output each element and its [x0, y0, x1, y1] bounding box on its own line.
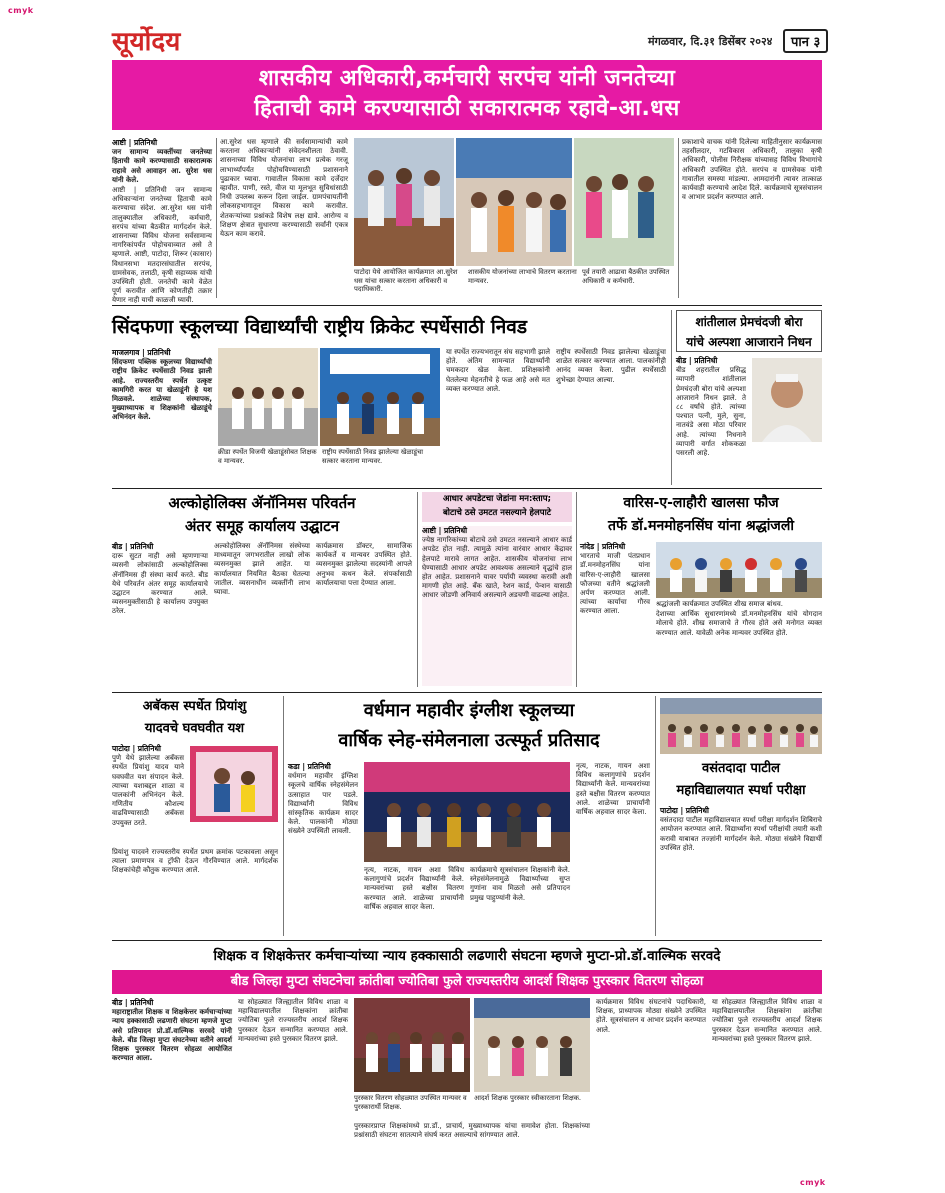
mupta-col3-text: पुरस्कारप्राप्त शिक्षकांमध्ये प्रा.डॉ., प्राचार्य, मुख्याध्यापक यांचा समावेश होता. शिक्षकांच्या प्रश्नांसाठी संघटना सातत्याने संघर्ष करत असल्याचे सांगण्यात आले.: [354, 1122, 590, 1140]
abacus-text: पुणे येथे झालेल्या अबॅकस स्पर्धेत प्रियांशु यादव याने घवघवीत यश संपादन केले. त्याच्या यशाबद्दल शाळा व पालकांनी अभिनंदन केले. गणितीय कौशल्य वाढविण्यासाठी अबॅकस उपयुक्त ठरते.: [112, 754, 184, 827]
lead-caption-2: शासकीय योजनांच्या लाभाचे वितरण करताना मान्यवर.: [468, 268, 577, 285]
abacus-headline-line2: यादवचे घवघवीत यश: [144, 721, 245, 736]
aa-column-1: [112, 542, 208, 687]
lead-photo-group: [354, 138, 674, 266]
lead-column-1: [112, 138, 212, 305]
vasantdada-headline: [660, 758, 822, 802]
obituary-portrait: [752, 358, 822, 442]
lead-col1-text: आष्टी | प्रतिनिधी जन सामान्य अधिकाऱ्यांना जनतेच्या हिताची कामे करण्याचा संदेश. आ.सुरेश धस यांनी तालुक्यातील अधिकारी, कर्मचारी, सरपंच यांच्या बैठकीत मार्गदर्शन केले. शासनाच्या विविध योजना सर्वसामान्य नागरिकांपर्यंत पोहोचवाव्यात असे ते म्हणाले. आष्टी, पाटोदा, शिरूर (कासार) विधानसभा मतदारसंघातील सरपंच, ग्रामसेवक, तलाठी, कृषी सहाय्यक यांची उपस्थिती होती. जनतेची कामे वेळेत पूर्ण करावीत आणि कोणतीही तक्रार येणार नाही याची काळजी घ्यावी.: [112, 186, 212, 305]
aa-headline-line1: अल्कोहोलिक्स ॲनॉनिमस परिवर्तन: [168, 494, 356, 512]
abacus-column-2: [112, 848, 278, 936]
vasantdada-headline-line2: महाविद्यालयात स्पर्धा परीक्षा: [676, 783, 806, 798]
aa-col3-text: कार्यक्रमास डॉक्टर, सामाजिक कार्यकर्ते व मान्यवर उपस्थित होते. व्यसनमुक्त झालेल्या सदस्यांनी आपले अनुभव कथन केले. संपर्कासाठी कार्यालयाचा पत्ता देण्यात आला.: [316, 542, 412, 587]
lead-headline-line1: शासकीय अधिकारी,कर्मचारी सरपंच यांनी जनतेच्या: [258, 66, 676, 91]
mahavir-col4-text: नृत्य, नाटक, गायन अशा विविध कलागुणांचे प्रदर्शन विद्यार्थ्यांनी केले. मान्यवरांच्या हस्ते बक्षीस वितरण करण्यात आले. शाळेच्या प्राचार्यांनी वार्षिक अहवाल सादर केला.: [576, 762, 650, 817]
obituary-text-block: [676, 356, 746, 484]
cmyk-mark-top: cmyk: [8, 6, 34, 15]
vasantdada-text: वसंतदादा पाटील महाविद्यालयात स्पर्धा परीक्षा मार्गदर्शन शिबिराचे आयोजन करण्यात आले. विद्यार्थ्यांना स्पर्धा परीक्षांची तयारी कशी करावी याबाबत तज्ज्ञांनी मार्गदर्शन केले. मोठ्या संख्येने विद्यार्थी उपस्थित होते.: [660, 816, 822, 852]
mahavir-byline: कडा | प्रतिनिधी: [288, 762, 331, 771]
mahavir-headline-line2: वार्षिक स्नेह-संमेलनाला उत्स्फूर्त प्रतिसाद: [338, 730, 600, 751]
aadhar-text: ज्येष्ठ नागरिकांच्या बोटाचे ठसे उमटत नसल्याने आधार कार्ड अपडेट होत नाही. त्यामुळे त्यांना वारंवार आधार केंद्रावर हेलपाटे मारावे लागत आहेत. शासकीय योजनांचा लाभ घेण्यासाठी आधार अपडेट आवश्यक असल्याने वृद्धांचे हाल होत आहेत. प्रशासनाने यावर पर्यायी व्यवस्था करावी अशी मागणी होत आहे. बँक खाते, रेशन कार्ड, पेन्शन यासाठी आधार जोडणी अनिवार्य असल्याने अडचणी वाढल्या आहेत.: [422, 536, 572, 600]
obituary-headline: [676, 310, 822, 352]
mahavir-col3-text: कार्यक्रमाचे सूत्रसंचालन शिक्षकांनी केले. स्नेहसंमेलनामुळे विद्यार्थ्यांच्या सुप्त गुणांना वाव मिळतो असे प्रतिपादन प्रमुख पाहुण्यांनी केले.: [470, 866, 570, 902]
mupta-column-5: [712, 998, 822, 1178]
vasantdada-body: [660, 806, 822, 936]
mahavir-column-4: [576, 762, 650, 936]
mahavir-column-1: [288, 762, 358, 936]
mupta-headline: शिक्षक व शिक्षकेत्तर कर्मचाऱ्यांच्या न्याय हक्कासाठी लढणारी संघटना म्हणजे मुप्टा-प्रो.डॉ.वाल्मिक सरवदे: [213, 948, 721, 964]
tribute-headline-line1: वारिस-ए-लाहौरी खालसा फौज: [623, 495, 779, 511]
mahavir-photos: [364, 762, 570, 862]
mupta-column-4: [596, 998, 706, 1178]
aa-headline: [112, 492, 412, 538]
tribute-col1-text: भारताचे माजी पंतप्रधान डॉ.मनमोहनसिंघ यांना वारिस-ए-लाहौरी खालसा फौजच्या वतीने श्रद्धांजली अर्पण करण्यात आली. त्यांच्या कार्याचा गौरव करण्यात आला.: [580, 552, 650, 616]
mupta-col5-text: या सोहळ्यात जिल्ह्यातील विविध शाळा व महाविद्यालयातील शिक्षकांना क्रांतीबा ज्योतिबा फुले राज्यस्तरीय आदर्श शिक्षक पुरस्कार देऊन सन्मानित करण्यात आले. मान्यवरांच्या हस्ते पुरस्कार वितरण झाले.: [712, 998, 822, 1043]
vasantdada-photo: [660, 698, 822, 754]
mupta-photos: [354, 998, 590, 1092]
cmyk-mark-bottom: cmyk: [800, 1178, 826, 1187]
aa-column-3: [316, 542, 412, 687]
abacus-headline: [112, 696, 277, 740]
mupta-column-2: [238, 998, 348, 1178]
abacus-headline-line1: अबॅकस स्पर्धेत प्रियांशु: [142, 699, 247, 714]
cricket-headline: सिंदफणा स्कूलच्या विद्यार्थ्यांची राष्ट्रीय क्रिकेट स्पर्धेसाठी निवड: [112, 316, 528, 338]
mupta-col2-text: या सोहळ्यात जिल्ह्यातील विविध शाळा व महाविद्यालयातील शिक्षकांना क्रांतीबा ज्योतिबा फुले राज्यस्तरीय आदर्श शिक्षक पुरस्कार देऊन सन्मानित करण्यात आले. मान्यवरांच्या हस्ते पुरस्कार वितरण झाले.: [238, 998, 348, 1043]
cricket-col1-text: सिंदफणा पब्लिक स्कूलच्या विद्यार्थ्यांची राष्ट्रीय क्रिकेट स्पर्धेसाठी निवड झाली आहे. राज्यस्तरीय स्पर्धेत उत्कृष्ट कामगिरी करत या खेळाडूंनी हे यश मिळवले. शाळेच्या संस्थापक, मुख्याध्यापक व शिक्षकांनी खेळाडूंचे अभिनंदन केले.: [112, 358, 212, 422]
lead-caption-3: पूर्व तयारी आढावा बैठकीत उपस्थित अधिकारी व कर्मचारी.: [582, 268, 670, 285]
cricket-col3-text: राष्ट्रीय स्पर्धेसाठी निवड झालेल्या खेळाडूंचा शाळेत सत्कार करण्यात आला. पालकांनीही आनंद व्यक्त केला. पुढील स्पर्धेसाठी शुभेच्छा देण्यात आल्या.: [556, 348, 666, 384]
mahavir-column-2: [364, 866, 464, 936]
cricket-column-2: [446, 348, 550, 483]
lead-col2-text: आ.सुरेश धस म्हणाले की सर्वसामान्यांची कामे करताना अधिकाऱ्यांनी संवेदनशीलता ठेवावी. शासनाच्या विविध योजनांचा लाभ प्रत्येक गरजू लाभार्थ्यांपर्यंत पोहोचविण्यासाठी प्रशासनाने पुढाकार घ्यावा. गावातील विकास कामे दर्जेदार व्हावीत. पाणी, रस्ते, वीज या मूलभूत सुविधांसाठी निधी उपलब्ध करून दिला जाईल. ग्रामपंचायतींनी लोकसहभागातून विकास कामे करावीत. शेतकऱ्यांच्या प्रश्नांकडे विशेष लक्ष द्यावे. आरोग्य व शिक्षण क्षेत्रात सुधारणा करण्यासाठी सर्वांनी एकत्र येऊन काम करावे.: [220, 138, 348, 239]
aa-headline-line2: अंतर समूह कार्यालय उद्घाटन: [184, 517, 340, 535]
mupta-subhead: बीड जिल्हा मुप्टा संघटनेचा क्रांतीबा ज्योतिबा फुले राज्यस्तरीय आदर्श शिक्षक पुरस्कार वितरण सोहळा: [112, 970, 822, 994]
tribute-headline: [580, 492, 822, 538]
obituary-headline-line2: यांचे अल्पशा आजाराने निधन: [686, 335, 812, 349]
obituary-text: बीड शहरातील प्रसिद्ध व्यापारी शांतीलाल प्रेमचंदजी बोरा यांचे अल्पशा आजाराने निधन झाले. ते ८८ वर्षांचे होते. त्यांच्या पश्चात पत्नी, मुले, सुना, नातवंडे असा मोठा परिवार आहे. त्यांच्या निधनाने व्यापारी वर्गात शोककळा पसरली आहे.: [676, 366, 746, 458]
lead-headline-line2: हिताची कामे करण्यासाठी सकारात्मक रहावे-आ.धस: [254, 96, 680, 121]
lead-right-text: प्रकाशाचे वाचक यांनी दिलेल्या माहितीनुसार कार्यक्रमास तहसीलदार, गटविकास अधिकारी, तालुका कृषी अधिकारी, पोलीस निरीक्षक यांच्यासह विविध विभागांचे अधिकारी उपस्थित होते. सरपंच व ग्रामसेवक यांनी गावातील समस्या मांडल्या. आमदारांनी त्यावर तात्काळ कार्यवाही करण्याचे आदेश दिले. कार्यक्रमाचे सूत्रसंचालन व आभार प्रदर्शन करण्यात आले.: [682, 138, 822, 202]
abacus-byline: पाटोदा | प्रतिनिधी: [112, 744, 161, 753]
mupta-column-3: [354, 1122, 590, 1178]
aa-byline: बीड | प्रतिनिधी: [112, 542, 154, 551]
page-number: पान ३: [783, 29, 828, 53]
obituary-byline: बीड | प्रतिनिधी: [676, 356, 718, 365]
aadhar-headline-line1: आधार अपडेटचा जेडांना मन:स्ताप;: [443, 494, 551, 504]
mupta-caption-2: आदर्श शिक्षक पुरस्कार स्वीकारताना शिक्षक.: [474, 1094, 582, 1102]
cricket-column-1: [112, 348, 212, 483]
lead-caption-1: पाटोदा येथे आयोजित कार्यक्रमात आ.सुरेश धस यांचा सत्कार करताना अधिकारी व पदाधिकारी.: [354, 268, 458, 293]
aadhar-byline: आष्टी | प्रतिनिधी: [422, 526, 468, 535]
abacus-text-2: प्रियांशु यादवने राज्यस्तरीय स्पर्धेत प्रथम क्रमांक पटकावला असून त्याला प्रमाणपत्र व ट्रॉफी देऊन गौरविण्यात आले. मार्गदर्शक शिक्षकांचेही कौतुक करण्यात आले.: [112, 848, 278, 875]
mupta-byline: बीड | प्रतिनिधी: [112, 998, 154, 1007]
tribute-byline: नांदेड | प्रतिनिधी: [580, 542, 626, 551]
mupta-col4-text: कार्यक्रमास विविध संघटनांचे पदाधिकारी, शिक्षक, प्राध्यापक मोठ्या संख्येने उपस्थित होते. सूत्रसंचालन व आभार प्रदर्शन करण्यात आले.: [596, 998, 706, 1034]
abacus-column-1: [112, 744, 184, 844]
aa-col2-text: अल्कोहोलिक्स ॲनॉनिमस संस्थेच्या माध्यमातून जगभरातील लाखो लोक व्यसनमुक्त झाले आहेत. या कार्यालयात नियमित बैठका घेतल्या जातील. व्यसनाधीन व्यक्तींनी लाभ घ्यावा.: [214, 542, 310, 597]
vasantdada-byline: पाटोदा | प्रतिनिधी: [660, 806, 709, 815]
mahavir-col2-text: नृत्य, नाटक, गायन अशा विविध कलागुणांचे प्रदर्शन विद्यार्थ्यांनी केले. मान्यवरांच्या हस्ते बक्षीस वितरण करण्यात आले. शाळेच्या प्राचार्यांनी वार्षिक अहवाल सादर केला.: [364, 866, 464, 911]
aadhar-body: [422, 526, 572, 686]
lead-headline: [112, 60, 822, 130]
tribute-photo: [656, 542, 822, 598]
tribute-headline-line2: तर्फे डॉ.मनमोहनसिंघ यांना श्रद्धांजली: [608, 518, 794, 534]
cricket-column-3: [556, 348, 666, 483]
obituary-headline-line1: शांतीलाल प्रेमचंदजी बोरा: [695, 315, 803, 329]
cricket-col2-text: या स्पर्धेत राज्यभरातून संघ सहभागी झाले होते. अंतिम सामन्यात विद्यार्थ्यांनी चमकदार खेळ केला. प्रशिक्षकांनी घेतलेल्या मेहनतीचे हे फळ आहे असे मत व्यक्त करण्यात आले.: [446, 348, 550, 393]
mahavir-headline-line1: वर्धमान महावीर इंग्लीश स्कूलच्या: [363, 700, 575, 721]
aadhar-headline-line2: बोटाचे ठसे उमटत नसल्याने हेलपाटे: [442, 508, 552, 518]
vasantdada-headline-line1: वसंतदादा पाटील: [702, 761, 780, 776]
masthead-title: सूर्योदय: [112, 27, 181, 57]
tribute-column-1: [580, 542, 650, 688]
lead-intro: जन सामान्य व्यक्तींच्या जनतेच्या हिताची कामे करण्यासाठी सकारात्मक राहावे असे आवाहन आ. सुरेश धस यांनी केले.: [112, 148, 212, 184]
cricket-caption-2: राष्ट्रीय स्पर्धेसाठी निवड झालेल्या खेळाडूंचा सत्कार करताना मान्यवर.: [322, 448, 424, 465]
mahavir-headline: [288, 696, 650, 758]
tribute-caption: श्रद्धांजली कार्यक्रमात उपस्थित शीख समाज बांधव.: [656, 600, 783, 608]
mupta-column-1: [112, 998, 232, 1178]
lead-byline: आष्टी | प्रतिनिधी: [112, 138, 158, 147]
tribute-column-2: [656, 600, 822, 688]
mupta-caption-1: पुरस्कार वितरण सोहळ्यात उपस्थित मान्यवर व पुरस्कारार्थी शिक्षक.: [354, 1094, 467, 1111]
cricket-caption-1: क्रीडा स्पर्धेत विजयी खेळाडूंसोबत शिक्षक व मान्यवर.: [218, 448, 317, 465]
mupta-col1-text: महाराष्ट्रातील शिक्षक व शिक्षकेत्तर कर्मचाऱ्यांच्या न्याय हक्कासाठी लढणारी संघटना म्हणजे मुप्टा असे प्रतिपादन प्रो.डॉ.वाल्मिक सरवदे यांनी केले. बीड जिल्हा मुप्टा संघटनेच्या वतीने आदर्श शिक्षक पुरस्कार वितरण सोहळा आयोजित करण्यात आला.: [112, 1008, 232, 1063]
lead-column-right: [682, 138, 822, 298]
aa-column-2: [214, 542, 310, 687]
tribute-col2-text: देशाच्या आर्थिक सुधारणांमध्ये डॉ.मनमोहनसिंघ यांचे योगदान मोलाचे होते. शीख समाजाचे ते गौरव होते असे मनोगत व्यक्त करण्यात आले. यावेळी अनेक मान्यवर उपस्थित होते.: [656, 610, 822, 637]
mahavir-col1-text: वर्धमान महावीर इंग्लिश स्कूलचे वार्षिक स्नेहसंमेलन उत्साहात पार पडले. विद्यार्थ्यांनी विविध सांस्कृतिक कार्यक्रम सादर केले. पालकांनी मोठ्या संख्येने उपस्थिती लावली.: [288, 772, 358, 836]
cricket-byline: माजलगाव | प्रतिनिधी: [112, 348, 171, 357]
cricket-photos: [218, 348, 440, 446]
aa-col1-text: दारू सुटत नाही असे म्हणणाऱ्या व्यसनी लोकांसाठी अल्कोहोलिक्स ॲनॉनिमस ही संस्था कार्य करते. बीड येथे परिवर्तन अंतर समूह कार्यालयाचे उद्घाटन करण्यात आले. व्यसनमुक्तीसाठी हे कार्यालय उपयुक्त ठरेल.: [112, 552, 208, 616]
mahavir-column-3a: [470, 866, 570, 936]
lead-column-2: [220, 138, 348, 298]
dateline: मंगळवार, दि.३१ डिसेंबर २०२४: [648, 35, 773, 48]
aadhar-headline: [422, 492, 572, 522]
abacus-photo: [190, 746, 278, 822]
